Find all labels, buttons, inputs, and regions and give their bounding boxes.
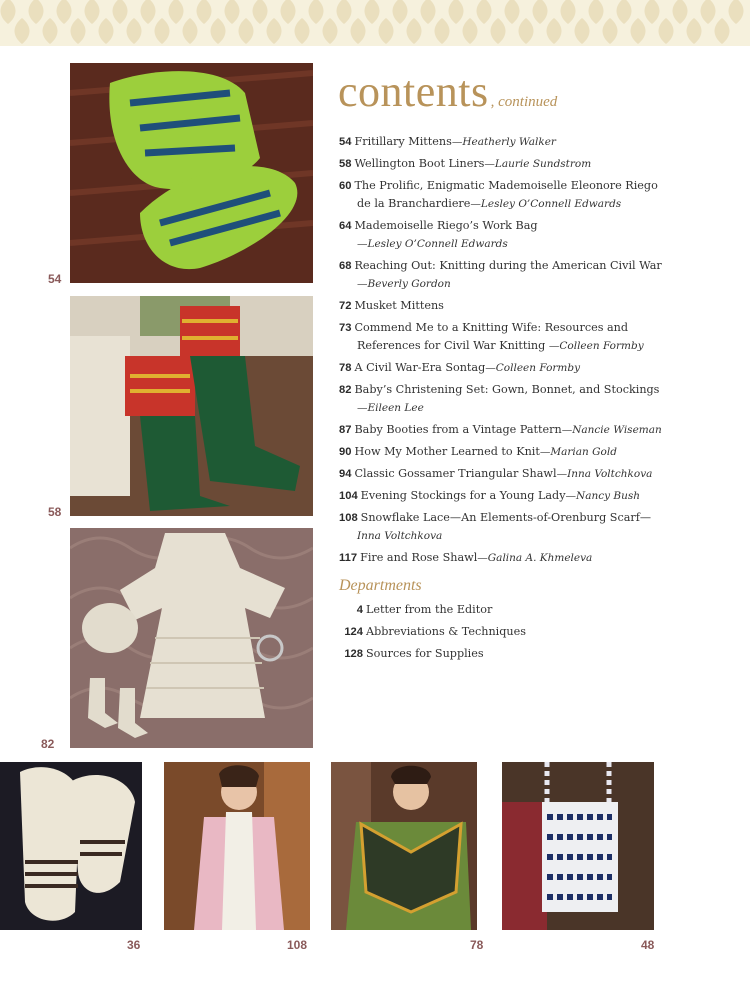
toc-title: Musket Mittens bbox=[354, 299, 444, 312]
photo-wellington-boots bbox=[70, 296, 313, 516]
toc-page-number: 73 bbox=[339, 322, 352, 334]
dept-entry[interactable] bbox=[339, 601, 679, 619]
leaf-pattern-icon bbox=[0, 0, 750, 46]
toc-page-number: 117 bbox=[339, 552, 358, 564]
toc-title: Baby Booties from a Vintage Pattern bbox=[354, 423, 562, 436]
toc-title-cont: References for Civil War Knitting bbox=[357, 339, 549, 352]
toc-author: Laurie Sundstrom bbox=[494, 158, 592, 170]
toc-title: Baby’s Christening Set: Gown, Bonnet, and Stockings bbox=[354, 383, 660, 396]
toc-entry[interactable]: 87 Baby Booties from a Vintage Pattern—Nancie Wiseman bbox=[339, 423, 662, 436]
toc-author: Lesley O’Connell Edwards bbox=[480, 198, 622, 210]
toc-title: Fritillary Mittens bbox=[354, 135, 452, 148]
photo-work-bag bbox=[502, 762, 654, 930]
toc-entry[interactable] bbox=[339, 297, 679, 315]
toc-author: Beverly Gordon bbox=[367, 278, 451, 290]
toc-entry[interactable]: 73 Commend Me to a Knitting Wife: Resources and References for Civil War Knitting —Colleen Formby bbox=[339, 321, 644, 352]
toc-author: Nancie Wiseman bbox=[572, 424, 662, 436]
toc-title: A Civil War-Era Sontag bbox=[354, 361, 486, 374]
departments-heading: Departments bbox=[339, 577, 422, 594]
toc-entry[interactable] bbox=[339, 509, 679, 545]
toc-page-number: 54 bbox=[339, 136, 352, 148]
dept-title: Abbreviations & Techniques bbox=[366, 625, 526, 638]
page-title bbox=[338, 66, 557, 117]
toc-entry[interactable]: 90 How My Mother Learned to Knit—Marian Gold bbox=[339, 445, 617, 458]
dept-page-number: 128 bbox=[344, 648, 363, 660]
departments-section bbox=[339, 577, 679, 663]
toc-page-number: 78 bbox=[339, 362, 352, 374]
toc-page-number: 58 bbox=[339, 158, 352, 170]
photo-civil-war-sontag bbox=[331, 762, 477, 930]
photo-snowflake-scarf bbox=[164, 762, 310, 930]
toc-page-number: 82 bbox=[339, 384, 352, 396]
toc-entry[interactable]: 60 The Prolific, Enigmatic Mademoiselle Eleonore Riego de la Branchardiere—Lesley O’Connell Edwards bbox=[339, 179, 658, 210]
toc-author: Lesley O’Connell Edwards bbox=[367, 238, 508, 250]
dept-entry[interactable] bbox=[339, 645, 679, 663]
toc-entry[interactable]: 117 Fire and Rose Shawl—Galina A. Khmeleva bbox=[339, 551, 593, 564]
toc-title: Evening Stockings for a Young Lady bbox=[360, 489, 566, 502]
toc-entry[interactable]: 104 Evening Stockings for a Young Lady—Nancy Bush bbox=[339, 489, 641, 502]
photo-page-number: 58 bbox=[48, 505, 62, 519]
toc-page-number: 64 bbox=[339, 220, 352, 232]
toc-title-cont: de la Branchardiere bbox=[357, 197, 471, 210]
toc-title: Wellington Boot Liners bbox=[354, 157, 485, 170]
toc-page-number: 108 bbox=[339, 512, 358, 524]
toc-author: Heatherly Walker bbox=[462, 136, 556, 148]
toc-page-number: 90 bbox=[339, 446, 352, 458]
dept-title: Letter from the Editor bbox=[366, 603, 493, 616]
toc-page-number: 68 bbox=[339, 260, 352, 272]
photo-white-mittens bbox=[0, 762, 142, 930]
toc-author: Eileen Lee bbox=[367, 402, 424, 414]
toc-author: Inna Voltchkova bbox=[357, 530, 443, 542]
photo-page-number: 36 bbox=[127, 938, 141, 952]
toc-entry[interactable]: 82 Baby’s Christening Set: Gown, Bonnet, and Stockings —Eileen Lee bbox=[339, 383, 660, 414]
toc-title: Reaching Out: Knitting during the American Civil War bbox=[354, 259, 662, 272]
toc-page-number: 60 bbox=[339, 180, 352, 192]
toc-entry[interactable]: 54 Fritillary Mittens—Heatherly Walker bbox=[339, 135, 556, 148]
title-subtitle: , continued bbox=[490, 94, 558, 110]
toc-page-number: 94 bbox=[339, 468, 352, 480]
dept-page-number: 4 bbox=[356, 604, 363, 616]
photo-page-number: 108 bbox=[287, 938, 308, 952]
photo-fritillary-mittens bbox=[70, 63, 313, 283]
table-of-contents bbox=[339, 133, 679, 667]
toc-author: Galina A. Khmeleva bbox=[487, 552, 593, 564]
photo-page-number: 82 bbox=[41, 737, 55, 751]
decorative-border bbox=[0, 0, 750, 46]
photo-christening-set bbox=[70, 528, 313, 748]
toc-title: Classic Gossamer Triangular Shawl bbox=[354, 467, 557, 480]
dept-title: Sources for Supplies bbox=[366, 647, 484, 660]
toc-entry[interactable]: 64 Mademoiselle Riego’s Work Bag —Lesley O’Connell Edwards bbox=[339, 219, 538, 250]
toc-entry[interactable]: 94 Classic Gossamer Triangular Shawl—Inna Voltchkova bbox=[339, 467, 653, 480]
photo-page-number: 54 bbox=[48, 272, 62, 286]
toc-title: Mademoiselle Riego’s Work Bag bbox=[354, 219, 538, 232]
toc-author: Nancy Bush bbox=[576, 490, 641, 502]
toc-title: Snowflake Lace—An Elements-of-Orenburg Scarf— bbox=[360, 511, 652, 524]
toc-page-number: 87 bbox=[339, 424, 352, 436]
toc-entry[interactable]: 58 Wellington Boot Liners—Laurie Sundstrom bbox=[339, 157, 592, 170]
title-main: contents bbox=[338, 67, 489, 116]
toc-page-number: 72 bbox=[339, 300, 352, 312]
toc-title: Fire and Rose Shawl bbox=[360, 551, 478, 564]
toc-author: Marian Gold bbox=[550, 446, 617, 458]
toc-author: Inna Voltchkova bbox=[567, 468, 653, 480]
dept-entry[interactable] bbox=[339, 623, 679, 641]
toc-title: The Prolific, Enigmatic Mademoiselle Eleonore Riego bbox=[354, 179, 658, 192]
toc-entry[interactable]: 78 A Civil War-Era Sontag—Colleen Formby bbox=[339, 361, 581, 374]
toc-title: How My Mother Learned to Knit bbox=[354, 445, 540, 458]
toc-page-number: 104 bbox=[339, 490, 358, 502]
toc-entry[interactable]: 68 Reaching Out: Knitting during the American Civil War —Beverly Gordon bbox=[339, 259, 662, 290]
toc-author: Colleen Formby bbox=[559, 340, 644, 352]
dept-page-number: 124 bbox=[344, 626, 363, 638]
toc-title: Commend Me to a Knitting Wife: Resources and bbox=[354, 321, 629, 334]
photo-page-number: 48 bbox=[641, 938, 655, 952]
photo-page-number: 78 bbox=[470, 938, 484, 952]
toc-author: Colleen Formby bbox=[495, 362, 581, 374]
